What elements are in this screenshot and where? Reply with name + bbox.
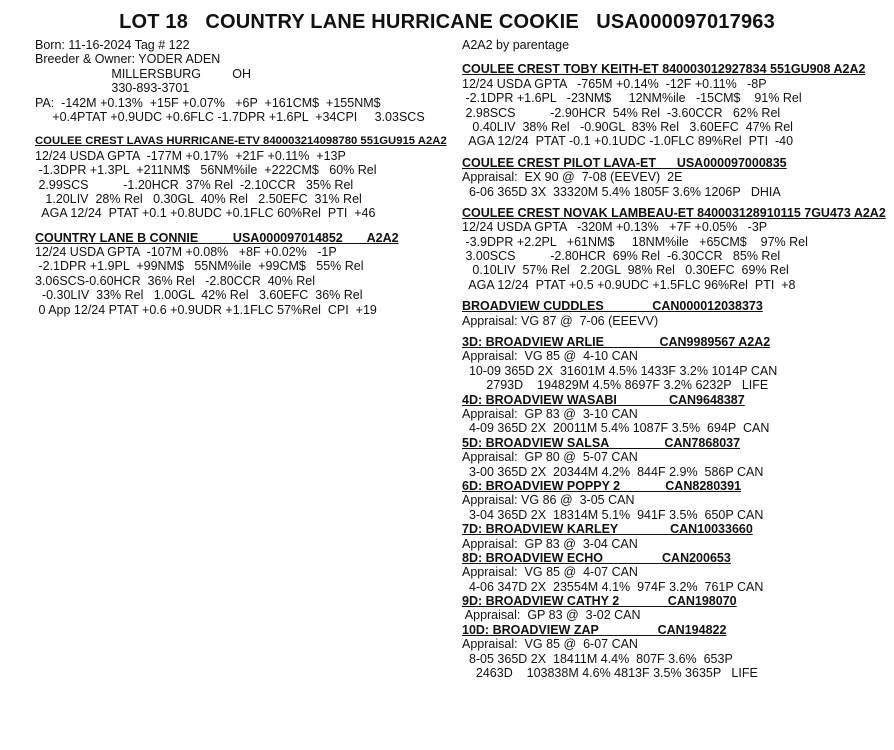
dam-6d-header: 6D: BROADVIEW POPPY 2 CAN8280391: [462, 478, 742, 493]
dam-5d-line: 3-00 365D 2X 20344M 4.2% 844F 2.9% 586P CAN: [462, 464, 764, 479]
breeder-line: Breeder & Owner: YODER ADEN: [35, 52, 221, 67]
dam-3d-line: 10-09 365D 2X 31601M 4.5% 1433F 3.2% 1014P CAN: [462, 363, 778, 378]
dam-line: 0 App 12/24 PTAT +0.6 +0.9UDR +1.1FLC 57%Rel CPI +19: [35, 302, 377, 317]
dam-5d-header: 5D: BROADVIEW SALSA CAN7868037: [462, 435, 741, 450]
dam-line: 3.06SCS-0.60HCR 36% Rel -2.80CCR 40% Rel: [35, 273, 315, 288]
right-column: [462, 38, 886, 681]
block-line: Appraisal: EX 90 @ 7-08 (EEVEV) 2E: [462, 170, 683, 185]
dam-8d-header: 8D: BROADVIEW ECHO CAN200653: [462, 550, 731, 565]
sire-header: COULEE CREST LAVAS HURRICANE-ETV 840003214098780 551GU915 A2A2: [35, 135, 447, 148]
phone-line: 330-893-3701: [35, 81, 190, 96]
sire-line: AGA 12/24 PTAT +0.1 +0.8UDC +0.1FLC 60%Rel PTI +46: [35, 206, 376, 221]
dam-9d-header: 9D: BROADVIEW CATHY 2 CAN198070: [462, 594, 737, 609]
block-line: -2.1DPR +1.6PL -23NM$ 12NM%ile -15CM$ 91% Rel: [462, 91, 802, 106]
block-line: 6-06 365D 3X 33320M 5.4% 1805F 3.6% 1206P DHIA: [462, 184, 781, 199]
dam-4d-line: 4-09 365D 2X 20011M 5.4% 1087F 3.5% 694P CAN: [462, 421, 770, 436]
dam-10d-line: 8-05 365D 2X 18411M 4.4% 807F 3.6% 653P: [462, 651, 733, 666]
pa-line-1: PA: -142M +0.13% +15F +0.07% +6P +161CM$ +155NM$: [35, 95, 381, 110]
block-line: 0.10LIV 57% Rel 2.20GL 98% Rel 0.30EFC 69% Rel: [462, 263, 789, 278]
dam-header: COUNTRY LANE B CONNIE USA000097014852 A2A2: [35, 230, 399, 245]
block-line: 0.40LIV 38% Rel -0.90GL 83% Rel 3.60EFC 47% Rel: [462, 119, 793, 134]
block-header: COULEE CREST TOBY KEITH-ET 840003012927834 551GU908 A2A2: [462, 62, 866, 77]
block-line: Appraisal: VG 87 @ 7-06 (EEEVV): [462, 313, 659, 328]
city-line: MILLERSBURG OH: [35, 66, 252, 81]
block-header: COULEE CREST NOVAK LAMBEAU-ET 840003128910115 7GU473 A2A2: [462, 205, 886, 220]
dam-8d-line: Appraisal: VG 85 @ 4-07 CAN: [462, 565, 638, 580]
block-header: BROADVIEW CUDDLES CAN000012038373: [462, 299, 763, 314]
dam-6d-line: 3-04 365D 2X 18314M 5.1% 941F 3.5% 650P CAN: [462, 507, 764, 522]
block-line: AGA 12/24 PTAT -0.1 +0.1UDC -1.0FLC 89%Rel PTI -40: [462, 134, 794, 149]
dam-8d-line: 4-06 347D 2X 23554M 4.1% 974F 3.2% 761P CAN: [462, 579, 764, 594]
dam-6d-line: Appraisal: VG 86 @ 3-05 CAN: [462, 493, 635, 508]
block-line: 2.98SCS -2.90HCR 54% Rel -3.60CCR 62% Rel: [462, 105, 781, 120]
dam-10d-line: 2463D 103838M 4.6% 4813F 3.5% 3635P LIFE: [462, 666, 758, 681]
dam-4d-line: Appraisal: GP 83 @ 3-10 CAN: [462, 406, 638, 421]
born-line: Born: 11-16-2024 Tag # 122: [35, 38, 190, 52]
gene-line: A2A2 by parentage: [462, 38, 570, 52]
dam-7d-header: 7D: BROADVIEW KARLEY CAN10033660: [462, 522, 753, 537]
dam-7d-line: Appraisal: GP 83 @ 3-04 CAN: [462, 536, 638, 551]
dam-3d-line: Appraisal: VG 85 @ 4-10 CAN: [462, 349, 638, 364]
left-column: [35, 38, 445, 317]
block-line: 12/24 USDA GPTA -320M +0.13% +7F +0.05% -3P: [462, 220, 768, 235]
sire-line: 1.20LIV 28% Rel 0.30GL 40% Rel 2.50EFC 31% Rel: [35, 191, 362, 206]
dam-line: -0.30LIV 33% Rel 1.00GL 42% Rel 3.60EFC 36% Rel: [35, 288, 363, 303]
lot-title: LOT 18 COUNTRY LANE HURRICANE COOKIE USA000097017963: [119, 11, 775, 33]
dam-10d-line: Appraisal: VG 85 @ 6-07 CAN: [462, 637, 638, 652]
dam-line: -2.1DPR +1.9PL +99NM$ 55NM%ile +99CM$ 55% Rel: [35, 259, 364, 274]
dam-9d-line: Appraisal: GP 83 @ 3-02 CAN: [462, 608, 641, 623]
dam-3d-header: 3D: BROADVIEW ARLIE CAN9989567 A2A2: [462, 335, 771, 350]
block-line: -3.9DPR +2.2PL +61NM$ 18NM%ile +65CM$ 97% Rel: [462, 234, 808, 249]
dam-3d-line: 2793D 194829M 4.5% 8697F 3.2% 6232P LIFE: [462, 378, 769, 393]
sire-line: 2.99SCS -1.20HCR 37% Rel -2.10CCR 35% Rel: [35, 177, 354, 192]
dam-4d-header: 4D: BROADVIEW WASABI CAN9648387: [462, 392, 745, 407]
sire-line: -1.3DPR +1.3PL +211NM$ 56NM%ile +222CM$ 60% Rel: [35, 163, 377, 178]
dam-10d-header: 10D: BROADVIEW ZAP CAN194822: [462, 622, 727, 637]
dam-5d-line: Appraisal: GP 80 @ 5-07 CAN: [462, 450, 638, 465]
block-line: 3.00SCS -2.80HCR 69% Rel -6.30CCR 85% Rel: [462, 249, 781, 264]
block-header: COULEE CREST PILOT LAVA-ET USA000097000835: [462, 155, 787, 170]
block-line: AGA 12/24 PTAT +0.5 +0.9UDC +1.5FLC 96%Rel PTI +8: [462, 277, 796, 292]
block-line: 12/24 USDA GPTA -765M +0.14% -12F +0.11% -8P: [462, 76, 767, 91]
sire-line: 12/24 USDA GPTA -177M +0.17% +21F +0.11% +13P: [35, 148, 346, 163]
pa-line-2: +0.4PTAT +0.9UDC +0.6FLC -1.7DPR +1.6PL +34CPI 3.03SCS: [35, 109, 425, 124]
dam-line: 12/24 USDA GPTA -107M +0.08% +8F +0.02% -1P: [35, 245, 337, 260]
